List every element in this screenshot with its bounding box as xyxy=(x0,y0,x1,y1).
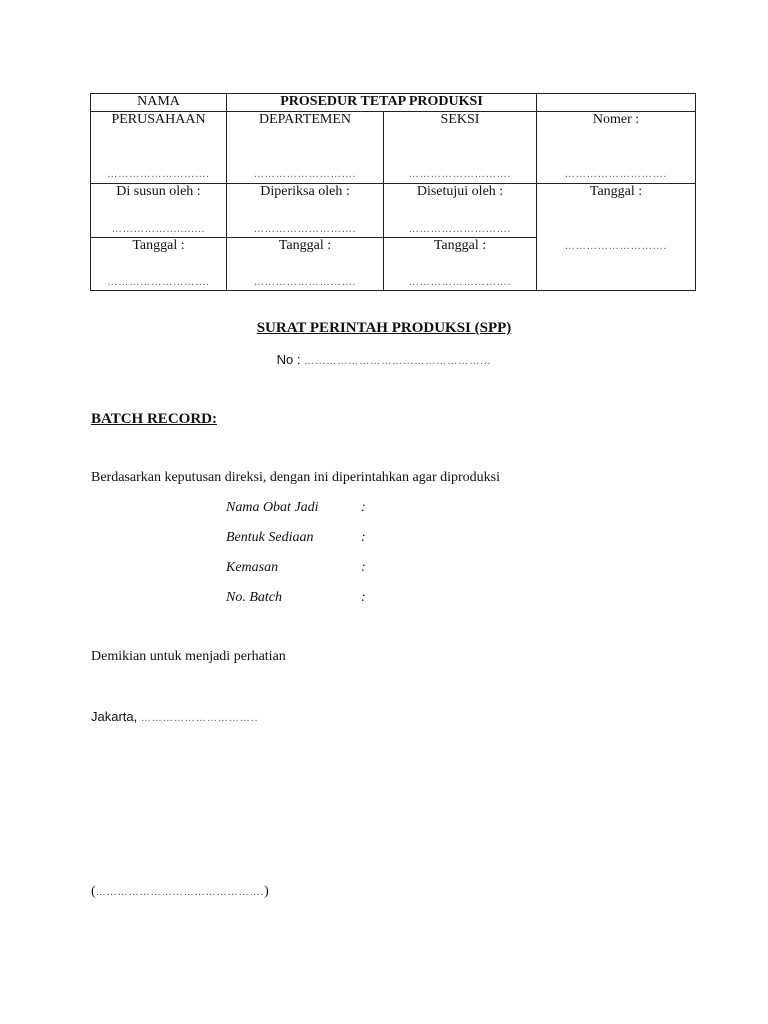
field-separator: : xyxy=(361,500,366,515)
city-label: Jakarta, xyxy=(91,709,138,724)
disusun-label: Di susun oleh : xyxy=(116,184,201,199)
spp-number-line xyxy=(0,352,768,367)
title-cell xyxy=(227,94,537,112)
signature-dots: ………………………………………. xyxy=(95,887,265,898)
batch-record-heading: BATCH RECORD: xyxy=(91,411,217,427)
disetujui-label: Disetujui oleh : xyxy=(416,184,504,199)
disusun-cell xyxy=(91,184,227,238)
departemen-cell xyxy=(227,112,384,184)
sop-title: PROSEDUR TETAP PRODUKSI xyxy=(280,94,483,109)
departemen-dots: ………………………. xyxy=(253,169,357,180)
signature-close: ) xyxy=(264,884,269,899)
field-label: Kemasan xyxy=(226,560,279,575)
city-date-line xyxy=(91,709,258,724)
seksi-cell xyxy=(384,112,537,184)
nama-cell xyxy=(91,94,227,112)
departemen-label: DEPARTEMEN xyxy=(259,112,351,127)
nama-label: NAMA xyxy=(137,94,180,109)
diperiksa-cell xyxy=(227,184,384,238)
tanggal-disetujui-dots: ………………………. xyxy=(408,277,512,288)
tanggal-diperiksa-label: Tanggal : xyxy=(278,238,332,253)
seksi-dots: ………………………. xyxy=(408,169,512,180)
tanggal-disetujui-cell xyxy=(384,238,537,291)
tanggal-diperiksa-cell xyxy=(227,238,384,291)
tanggal-disetujui-label: Tanggal : xyxy=(433,238,487,253)
field-bentuk-sediaan xyxy=(226,530,366,560)
seksi-label: SEKSI xyxy=(440,112,480,127)
field-no-batch xyxy=(226,590,366,620)
blank-cell xyxy=(537,94,696,112)
product-fields xyxy=(226,500,366,620)
field-label: Nama Obat Jadi xyxy=(226,500,319,515)
intro-text: Berdasarkan keputusan direksi, dengan ini diperintahkan agar diproduksi xyxy=(91,470,500,485)
field-label: Bentuk Sediaan xyxy=(226,530,314,545)
tanggal-main-label: Tanggal : xyxy=(589,184,643,199)
spp-no-label: No : xyxy=(276,352,301,367)
perusahaan-label: PERUSAHAAN xyxy=(111,112,206,127)
disusun-dots: ……………........... xyxy=(111,224,206,235)
field-separator: : xyxy=(361,530,366,545)
disetujui-cell xyxy=(384,184,537,238)
field-separator: : xyxy=(361,560,366,575)
signature-line xyxy=(91,884,269,900)
spp-no-dots: …………………………………………... xyxy=(304,356,492,367)
field-separator: : xyxy=(361,590,366,605)
tanggal-main-dots: ………………………. xyxy=(564,241,668,252)
tanggal-main-cell xyxy=(537,184,696,291)
nomer-label: Nomer : xyxy=(592,112,640,127)
tanggal-disusun-dots: ………………………. xyxy=(107,277,210,288)
signature-open: ( xyxy=(91,884,96,899)
tanggal-disusun-cell xyxy=(91,238,227,291)
diperiksa-label: Diperiksa oleh : xyxy=(260,184,350,199)
disetujui-dots: ………………………. xyxy=(408,224,512,235)
closing-text: Demikian untuk menjadi perhatian xyxy=(91,649,286,664)
spp-title: SURAT PERINTAH PRODUKSI (SPP) xyxy=(256,320,512,336)
nomer-cell xyxy=(537,112,696,184)
field-nama-obat-jadi xyxy=(226,500,366,530)
nomer-dots: ………………………. xyxy=(564,169,668,180)
perusahaan-dots: ………………………. xyxy=(107,169,210,180)
field-kemasan xyxy=(226,560,366,590)
diperiksa-dots: ………………………. xyxy=(253,224,357,235)
header-table xyxy=(90,93,696,291)
tanggal-diperiksa-dots: ………………………. xyxy=(253,277,357,288)
perusahaan-cell xyxy=(91,112,227,184)
tanggal-disusun-label: Tanggal : xyxy=(132,238,185,253)
field-label: No. Batch xyxy=(226,590,282,605)
city-date-dots: ………………………….. xyxy=(140,713,259,724)
